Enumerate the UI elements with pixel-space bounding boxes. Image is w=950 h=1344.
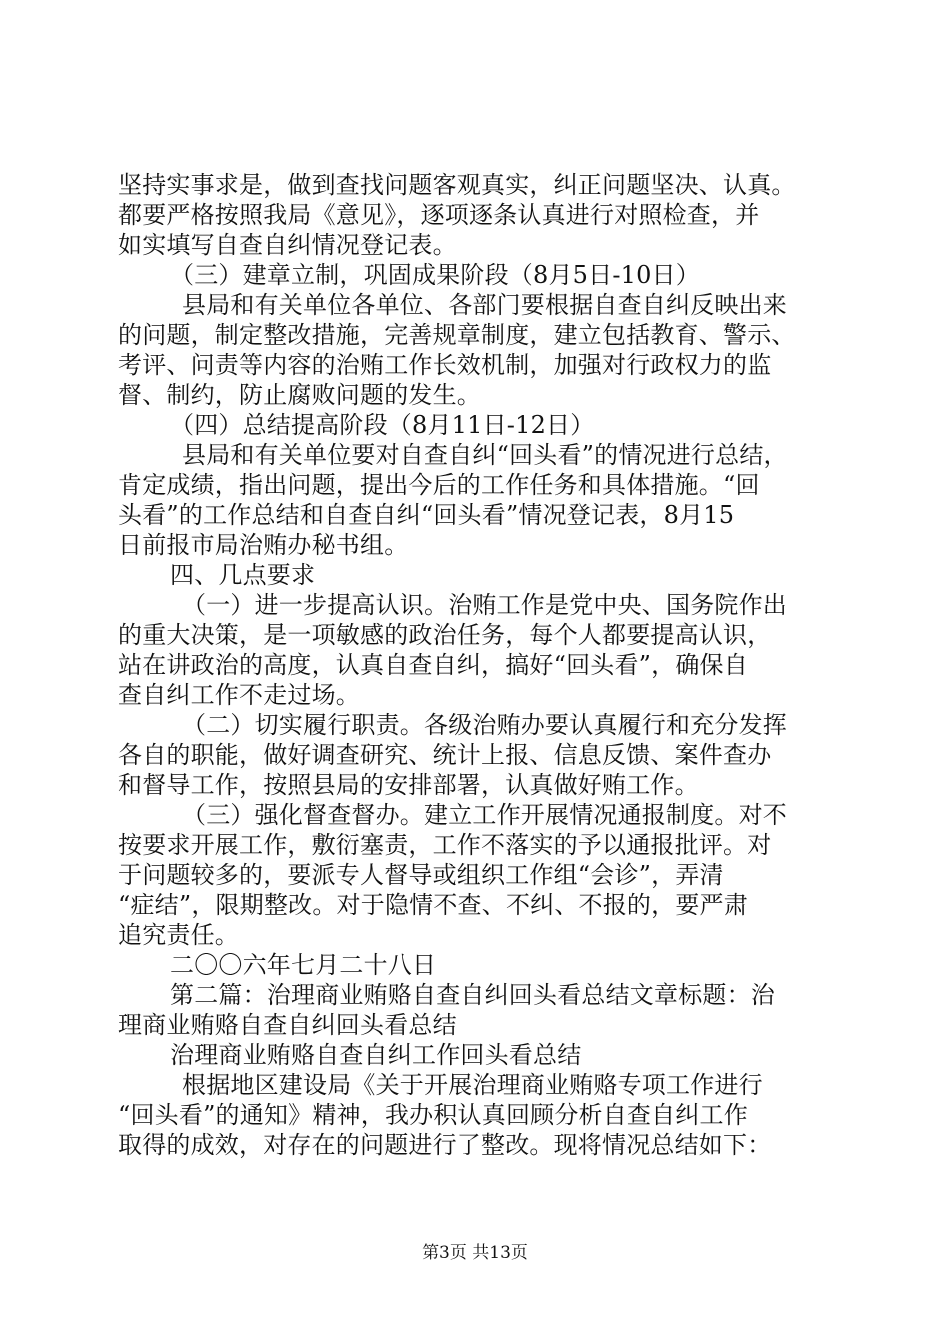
text-line: “回头看”的通知》精神，我办积认真回顾分析自查自纠工作 [118, 1101, 748, 1129]
text-line: 如实填写自查自纠情况登记表。 [118, 231, 457, 259]
text-line: 头看”的工作总结和自查自纠“回头看”情况登记表，8月15 [118, 501, 735, 529]
paragraph-start: （二）切实履行职责。各级治贿办要认真履行和充分发挥 [182, 711, 787, 739]
text-line: 和督导工作，按照县局的安排部署，认真做好贿工作。 [118, 771, 699, 799]
text-line: 督、制约，防止腐败问题的发生。 [118, 381, 481, 409]
section-heading: （三）建章立制，巩固成果阶段（8月5日-10日） [170, 261, 700, 289]
paragraph-start: 县局和有关单位要对自查自纠“回头看”的情况进行总结， [182, 441, 788, 469]
text-line: 站在讲政治的高度，认真自查自纠，搞好“回头看”，确保自 [118, 651, 748, 679]
date-line: 二〇〇六年七月二十八日 [170, 951, 437, 979]
document-body [118, 170, 834, 1160]
text-line: 追究责任。 [118, 921, 239, 949]
text-line: 各自的职能，做好调查研究、统计上报、信息反馈、案件查办 [118, 741, 772, 769]
text-line: 于问题较多的，要派专人督导或组织工作组“会诊”，弄清 [118, 861, 724, 889]
paragraph-start: （一）进一步提高认识。治贿工作是党中央、国务院作出 [182, 591, 787, 619]
article-title: 治理商业贿赂自查自纠工作回头看总结 [170, 1041, 582, 1069]
paragraph-start: （三）强化督查督办。建立工作开展情况通报制度。对不 [182, 801, 787, 829]
text-line: 理商业贿赂自查自纠回头看总结 [118, 1011, 457, 1039]
text-line: 按要求开展工作，敷衍塞责，工作不落实的予以通报批评。对 [118, 831, 772, 859]
text-line: 查自纠工作不走过场。 [118, 681, 360, 709]
chapter-title: 第二篇：治理商业贿赂自查自纠回头看总结文章标题：治 [170, 981, 775, 1009]
text-line: 的重大决策，是一项敏感的政治任务，每个人都要提高认识， [118, 621, 772, 649]
paragraph-start: 根据地区建设局《关于开展治理商业贿赂专项工作进行 [182, 1071, 763, 1099]
text-line: “症结”，限期整改。对于隐情不查、不纠、不报的，要严肃 [118, 891, 748, 919]
text-line: 日前报市局治贿办秘书组。 [118, 531, 409, 559]
text-line: 坚持实事求是，做到查找问题客观真实，纠正问题坚决、认真。 [118, 171, 796, 199]
paragraph-start: 县局和有关单位各单位、各部门要根据自查自纠反映出来 [182, 291, 787, 319]
text-line: 取得的成效，对存在的问题进行了整改。现将情况总结如下： [118, 1131, 772, 1159]
section-heading: （四）总结提高阶段（8月11日-12日） [170, 411, 595, 439]
section-heading: 四、几点要求 [170, 561, 316, 589]
page-number-footer: 第3页 共13页 [422, 1243, 528, 1263]
text-line: 考评、问责等内容的治贿工作长效机制，加强对行政权力的监 [118, 351, 772, 379]
text-line: 都要严格按照我局《意见》，逐项逐条认真进行对照检查，并 [118, 201, 760, 229]
text-line: 肯定成绩，指出问题，提出今后的工作任务和具体措施。“回 [118, 471, 760, 499]
text-line: 的问题，制定整改措施，完善规章制度，建立包括教育、警示、 [118, 321, 796, 349]
